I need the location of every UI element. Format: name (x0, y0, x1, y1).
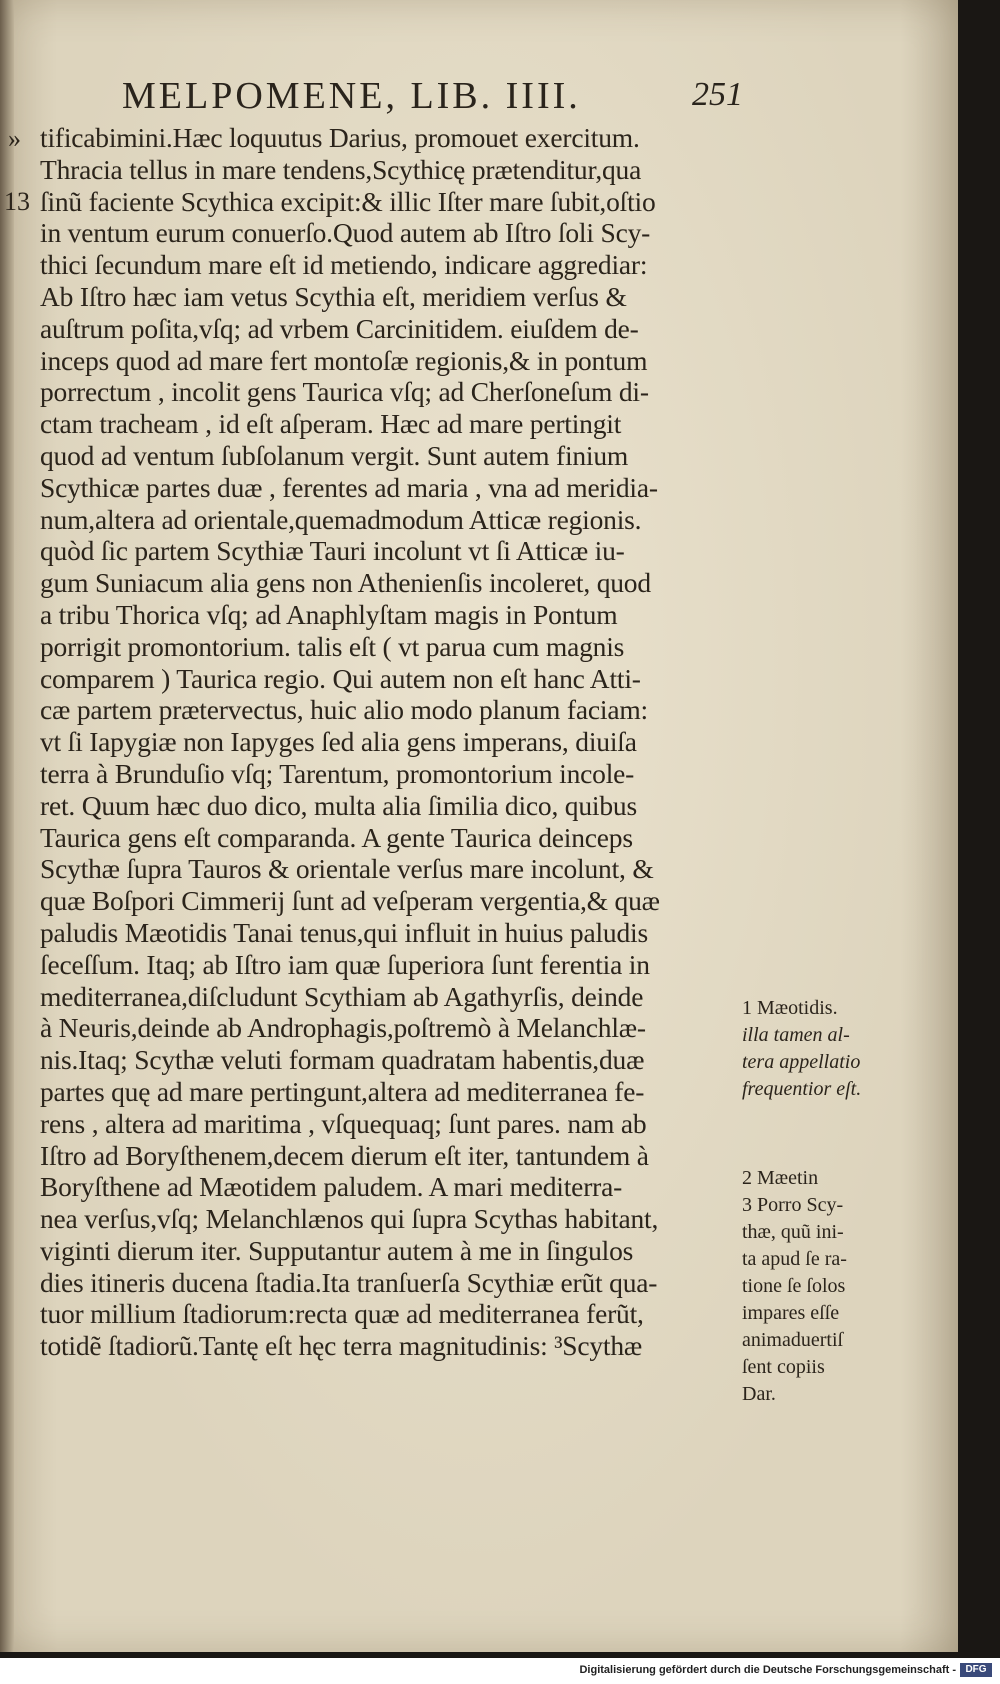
running-head: MELPOMENE, LIB. IIII. (122, 75, 581, 117)
margin-note (742, 1165, 902, 1408)
text-line: quæ Boſpori Cimmerij ſunt ad veſperam vergentia,& quæ (40, 885, 660, 917)
margin-note-line: animaduertiſ (742, 1329, 844, 1351)
text-line: paludis Mæotidis Tanai tenus,qui influit in huius paludis (40, 916, 648, 948)
margin-note-line: ta apud ſe ra- (742, 1248, 847, 1270)
text-line: vt ſi Iapygiæ non Iapyges ſed alia gens imperans, diuiſa (40, 726, 637, 758)
text-line: Scythicæ partes duæ , ferentes ad maria , vna ad meridia- (40, 471, 658, 503)
margin-note-line: 1 Mæotidis. (742, 997, 838, 1019)
margin-note-line: frequentior eſt. (742, 1078, 862, 1100)
text-line: nis.Itaq; Scythæ veluti formam quadratam habentis,duæ (40, 1044, 645, 1076)
text-line: rens , altera ad maritima , vſquequaq; ſunt pares. nam ab (40, 1107, 647, 1139)
page-number: 251 (692, 76, 743, 113)
text-line: quòd ſic partem Scythiæ Tauri incolunt vt ſi Atticæ iu- (40, 535, 625, 567)
text-line: num,altera ad orientale,quemadmodum Atticæ regionis. (40, 503, 642, 535)
margin-note-line: tera appellatio (742, 1051, 861, 1073)
margin-note-line: thæ, quũ ini- (742, 1221, 844, 1243)
margin-note (742, 995, 902, 1103)
text-line: ctam tracheam , id eſt aſperam. Hæc ad mare pertingit (40, 408, 622, 440)
text-line: viginti dierum iter. Supputantur autem à me in ſingulos (40, 1234, 634, 1266)
margin-note-line: tione ſe ſolos (742, 1275, 846, 1297)
text-line: terra à Brunduſio vſq; Tarentum, promontorium incole- (40, 757, 635, 789)
text-line: tificabimini.Hæc loquutus Darius, promouet exercitum. (40, 122, 640, 153)
text-line: gum Suniacum alia gens non Athenienſis incoleret, quod (40, 567, 651, 599)
margin-note-line: impares eſſe (742, 1302, 840, 1324)
body-text (40, 122, 740, 1362)
margin-note-line: 3 Porro Scy- (742, 1194, 844, 1216)
text-line: mediterranea,diſcludunt Scythiam ab Agathyrſis, deinde (40, 980, 644, 1012)
text-line: totidẽ ſtadiorũ.Tantę eſt hęc terra magnitudinis: ³Scythæ (40, 1330, 643, 1362)
text-line: tuor millium ſtadiorum:recta quæ ad mediterranea ferũt, (40, 1298, 644, 1330)
margin-note-line: 2 Mæetin (742, 1167, 819, 1189)
margin-notes (742, 995, 902, 1470)
margin-note-line: ſent copiis (742, 1356, 825, 1378)
text-line: comparem ) Taurica regio. Qui autem non eſt hanc Atti- (40, 662, 641, 694)
text-line: Ab Iſtro hæc iam vetus Scythia eſt, meridiem verſus & (40, 280, 627, 312)
gutter-mark: » (8, 124, 21, 153)
text-line: a tribu Thorica vſq; ad Anaphlyſtam magis in Pontum (40, 598, 618, 630)
text-line: ſinũ faciente Scythica excipit:& illic Iſter mare ſubit,oſtio (40, 185, 656, 217)
page-header (122, 74, 972, 124)
text-line: dies itineris ducena ſtadia.Ita tranſuerſa Scythiæ erũt qua- (40, 1266, 658, 1298)
text-line: partes quę ad mare pertingunt,altera ad mediterranea fe- (40, 1075, 645, 1107)
funding-credit: Digitalisierung gefördert durch die Deutsche Forschungsgemeinschaft - (579, 1664, 956, 1676)
gutter-line-number: 13 (4, 187, 30, 216)
text-line: ſeceſſum. Itaq; ab Iſtro iam quæ ſuperiora ſunt ferentia in (40, 948, 650, 980)
text-line: Boryſthene ad Mæotidem paludem. A mari mediterra- (40, 1171, 623, 1203)
text-line: cæ partem prætervectus, huic alio modo planum faciam: (40, 694, 648, 726)
margin-note-line: Dar. (742, 1383, 776, 1405)
text-line: inceps quod ad mare fert montoſæ regionis,& in pontum (40, 344, 648, 376)
text-line: thici ſecundum mare eſt id metiendo, indicare aggrediar: (40, 249, 648, 281)
text-line: porrectum , incolit gens Taurica vſq; ad Cherſoneſum di- (40, 376, 649, 408)
text-line: à Neuris,deinde ab Androphagis,poſtremò à Melanchlæ- (40, 1012, 646, 1044)
text-line: Taurica gens eſt comparanda. A gente Taurica deinceps (40, 821, 633, 853)
text-line: nea verſus,vſq; Melanchlænos qui ſupra Scythas habitant, (40, 1203, 659, 1235)
text-line: Thracia tellus in mare tendens,Scythicę prætenditur,qua (40, 153, 642, 185)
margin-note-line: illa tamen al- (742, 1024, 850, 1046)
text-line: Scythæ ſupra Tauros & orientale verſus mare incolunt, & (40, 853, 654, 885)
text-line: porrigit promontorium. talis eſt ( vt parua cum magnis (40, 630, 625, 662)
text-line: quod ad ventum ſubſolanum vergit. Sunt autem finium (40, 439, 629, 471)
dfg-logo: DFG (960, 1663, 992, 1677)
page-binding-edge (0, 0, 14, 1652)
text-line: ret. Quum hæc duo dico, multa alia ſimilia dico, quibus (40, 789, 637, 821)
text-line: in ventum eurum conuerſo.Quod autem ab Iſtro ſoli Scy- (40, 217, 651, 249)
text-line: auſtrum poſita,vſq; ad vrbem Carcinitidem. eiuſdem de- (40, 312, 639, 344)
text-line: Iſtro ad Boryſthenem,decem dierum eſt iter, tantundem à (40, 1139, 649, 1171)
